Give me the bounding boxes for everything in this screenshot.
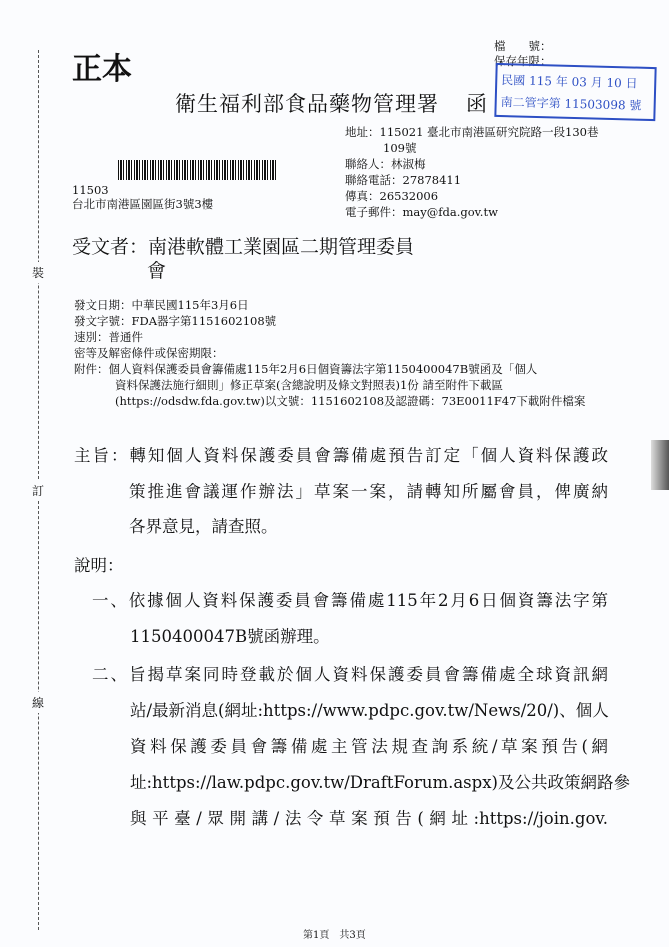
file-number-label: 檔 號： <box>494 39 552 53</box>
issue-date: 發文日期：中華民國115年3月6日 <box>74 298 249 312</box>
page-number: 第1頁 共3頁 <box>303 930 366 941</box>
explanation-item: 站/最新消息(網址:https://www.pdpc.gov.tw/News/20/)、個人 <box>130 701 609 720</box>
binding-char: 裝 <box>32 262 44 283</box>
recipient-zip: 11503 <box>72 183 109 197</box>
contact-phone: 聯絡電話：27878411 <box>345 173 462 187</box>
explanation-item: 1150400047B號函辦理。 <box>130 627 330 646</box>
postal-barcode <box>118 160 278 180</box>
attachment-line3: (https://odsdw.fda.gov.tw)以文號：1151602108及認證碼：73E0011F47下載附件檔案 <box>115 394 586 408</box>
explanation-item: 資料保護委員會籌備處主管法規查詢系統/草案預告(網 <box>130 737 608 756</box>
subject-line: 各界意見，請查照。 <box>129 517 278 536</box>
copy-label: 正本 <box>72 52 132 87</box>
secrecy: 密等及解密條件或保密期限： <box>74 346 224 360</box>
address: 地址：115021 臺北市南港區研究院路一段130巷 <box>345 125 599 139</box>
explanation-item: 址:https://law.pdpc.gov.tw/DraftForum.aspx)及公共政策網路參 <box>130 773 630 792</box>
explanation-item: 與平臺/眾開講/法令草案預告(網址:https://join.gov. <box>130 809 608 828</box>
explanation-item: 一、依據個人資料保護委員會籌備處115年2月6日個資籌法字第 <box>92 591 608 610</box>
speed: 速別：普通件 <box>74 330 143 344</box>
recipient-cont: 會 <box>147 260 167 282</box>
binding-char: 訂 <box>32 480 44 501</box>
retention-label: 保存年限： <box>494 54 552 68</box>
contact-person: 聯絡人：林淑梅 <box>345 157 426 171</box>
recipient: 受文者：南港軟體工業園區二期管理委員 <box>72 236 415 258</box>
doc-type: 函 <box>466 92 487 116</box>
explanation-item: 二、旨揭草案同時登載於個人資料保護委員會籌備處全球資訊網 <box>92 665 608 684</box>
subject-line: 主旨：轉知個人資料保護委員會籌備處預告訂定「個人資料保護政 <box>74 446 608 465</box>
recipient-address: 台北市南港區園區街3號3樓 <box>72 197 214 211</box>
binding-char: 線 <box>32 692 44 713</box>
agency-title: 衛生福利部食品藥物管理署 <box>175 92 439 116</box>
contact-email: 電子郵件：may@fda.gov.tw <box>345 205 498 219</box>
issue-number: 發文字號：FDA器字第1151602108號 <box>74 314 277 328</box>
attachment-line2: 資料保護法施行細則」修正草案(含總說明及條文對照表)1份 請至附件下載區 <box>115 378 503 392</box>
scan-edge-shadow <box>651 440 669 490</box>
contact-fax: 傳真：26532006 <box>345 189 439 203</box>
address-line2: 109號 <box>383 141 417 155</box>
attachment: 附件：個人資料保護委員會籌備處115年2月6日個資籌法字第1150400047B號函及「個人 <box>74 362 538 376</box>
subject-line: 策推進會議運作辦法」草案一案，請轉知所屬會員，俾廣納 <box>129 482 608 501</box>
received-stamp: 民國 115 年 03 月 10 日 南二管字第 11503098 號 <box>494 63 656 121</box>
explanation-label: 說明： <box>74 556 124 575</box>
